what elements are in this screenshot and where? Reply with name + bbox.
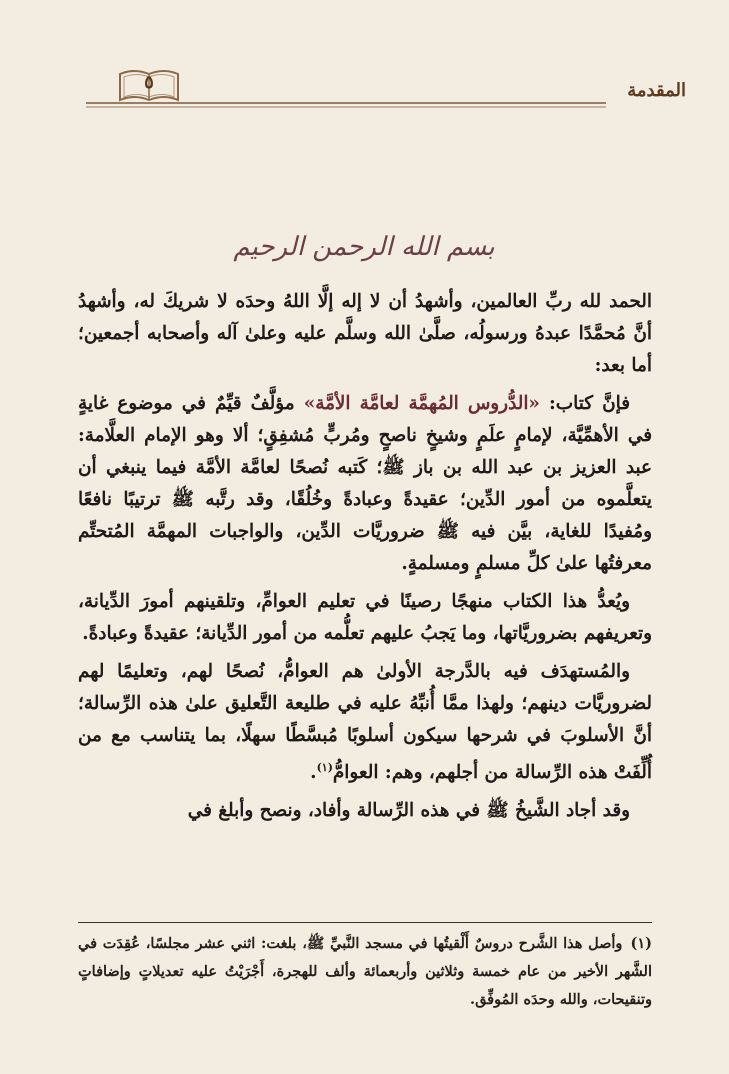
- footnote-divider: [78, 922, 652, 923]
- paragraph-method: ويُعدُّ هذا الكتاب منهجًا رصينًا في تعليم العوامِّ، وتلقينهم أمورَ الدِّيانة، وتعريفهم بضروريَّاتها، وما يَجبُ عليهم تعلُّمه من أمور الدِّيانة؛ عقيدةً وعبادةً.: [78, 591, 652, 644]
- paragraph-opening: الحمد لله ربِّ العالمين، وأشهدُ أن لا إله إلَّا اللهُ وحدَه لا شريكَ له، وأشهدُ أنَّ مُحمَّدًا عبدهُ ورسولُه، صلَّىٰ الله وسلَّم عليه وعلىٰ آله وأصحابه أجمعين؛ أما بعد:: [78, 291, 652, 376]
- para-prefix: فإنَّ كتاب:: [539, 393, 630, 414]
- basmala-text: بسم الله الرحمن الرحيم: [233, 232, 495, 262]
- footnote-reference[interactable]: (١): [316, 761, 333, 774]
- header-divider: [86, 100, 606, 110]
- para-rest: مؤلَّفٌ قيِّمٌ في موضوع غايةٍ في الأهمِّيَّة، لإمامٍ علَمٍ وشيخٍ ناصحٍ ومُربٍّ مُشفِقٍ؛ ألا وهو الإمام العلَّامة: عبد العزيز بن عبد الله بن باز ﷺ؛ كَتبه نُصحًا لعامَّة الأمَّة فيما ينبغي أن يتعلَّموه من أمور الدِّين؛ عقيدةً وعبادةً وخُلُقًا، وقد رتَّبه ﷺ ترتيبًا نافعًا ومُفيدًا للغاية، بيَّن فيه ﷺ ضروريَّات الدِّين، والواجبات المهمَّة المُتحتِّم معرفتُها علىٰ كلِّ مسلمٍ ومسلمةٍ.: [78, 393, 652, 574]
- footnote-text: وأصل هذا الشَّرح دروسٌ أَلْقيتُها في مسجد النَّبيِّ ﷺ، بلغت: اثني عشر مجلسًا، عُقِدَت في الشَّهر الأخير من عام خمسة وثلاثين وأربعمائة وألف للهجرة، أَجْرَيْتُ عليه تعديلاتٍ وإضافاتٍ وتنقيحات، والله وحدَه المُوفِّق.: [78, 935, 652, 1008]
- paragraph-audience: والمُستهدَف فيه بالدَّرجة الأولىٰ هم العوامُّ، نُصحًا لهم، وتعليمًا لهم لضروريَّات دينهم؛ ولهذا ممَّا أُنبِّهُ عليه في طليعة التَّعليق علىٰ هذه الرِّسالة؛ أنَّ الأسلوبَ في شرحها سيكون أسلوبًا مُبسَّطًا سهلًا، بما يتناسب مع من أُلِّفَتْ هذه الرِّسالة من أجلهم، وهم: العوامُّ$^{(١)}$.: [78, 661, 652, 784]
- page-number: ٥: [144, 72, 154, 93]
- para-audience-text: والمُستهدَف فيه بالدَّرجة الأولىٰ هم العوامُّ، نُصحًا لهم، وتعليمًا لهم لضروريَّات دينهم؛ ولهذا ممَّا أُنبِّهُ عليه في طليعة التَّعليق علىٰ هذه الرِّسالة؛ أنَّ الأسلوبَ في شرحها سيكون أسلوبًا مُبسَّطًا سهلًا، بما يتناسب مع من أُلِّفَتْ هذه الرِّسالة من أجلهم، وهم: العوامُّ: [78, 661, 652, 784]
- body-text: [78, 286, 652, 833]
- book-title: «الدُّروس المُهمَّة لعامَّة الأمَّة»: [303, 393, 540, 414]
- chapter-title: المقدمة: [627, 80, 686, 101]
- footnote-marker: (١): [630, 935, 652, 952]
- paragraph-book-intro: [78, 388, 652, 580]
- basmala-ornament: [214, 222, 514, 272]
- footnote: [78, 930, 652, 1014]
- page-header: [86, 64, 686, 120]
- paragraph-closing: وقد أجاد الشَّيخُ ﷺ في هذه الرِّسالة وأفاد، ونصح وأبلغ في: [187, 800, 630, 822]
